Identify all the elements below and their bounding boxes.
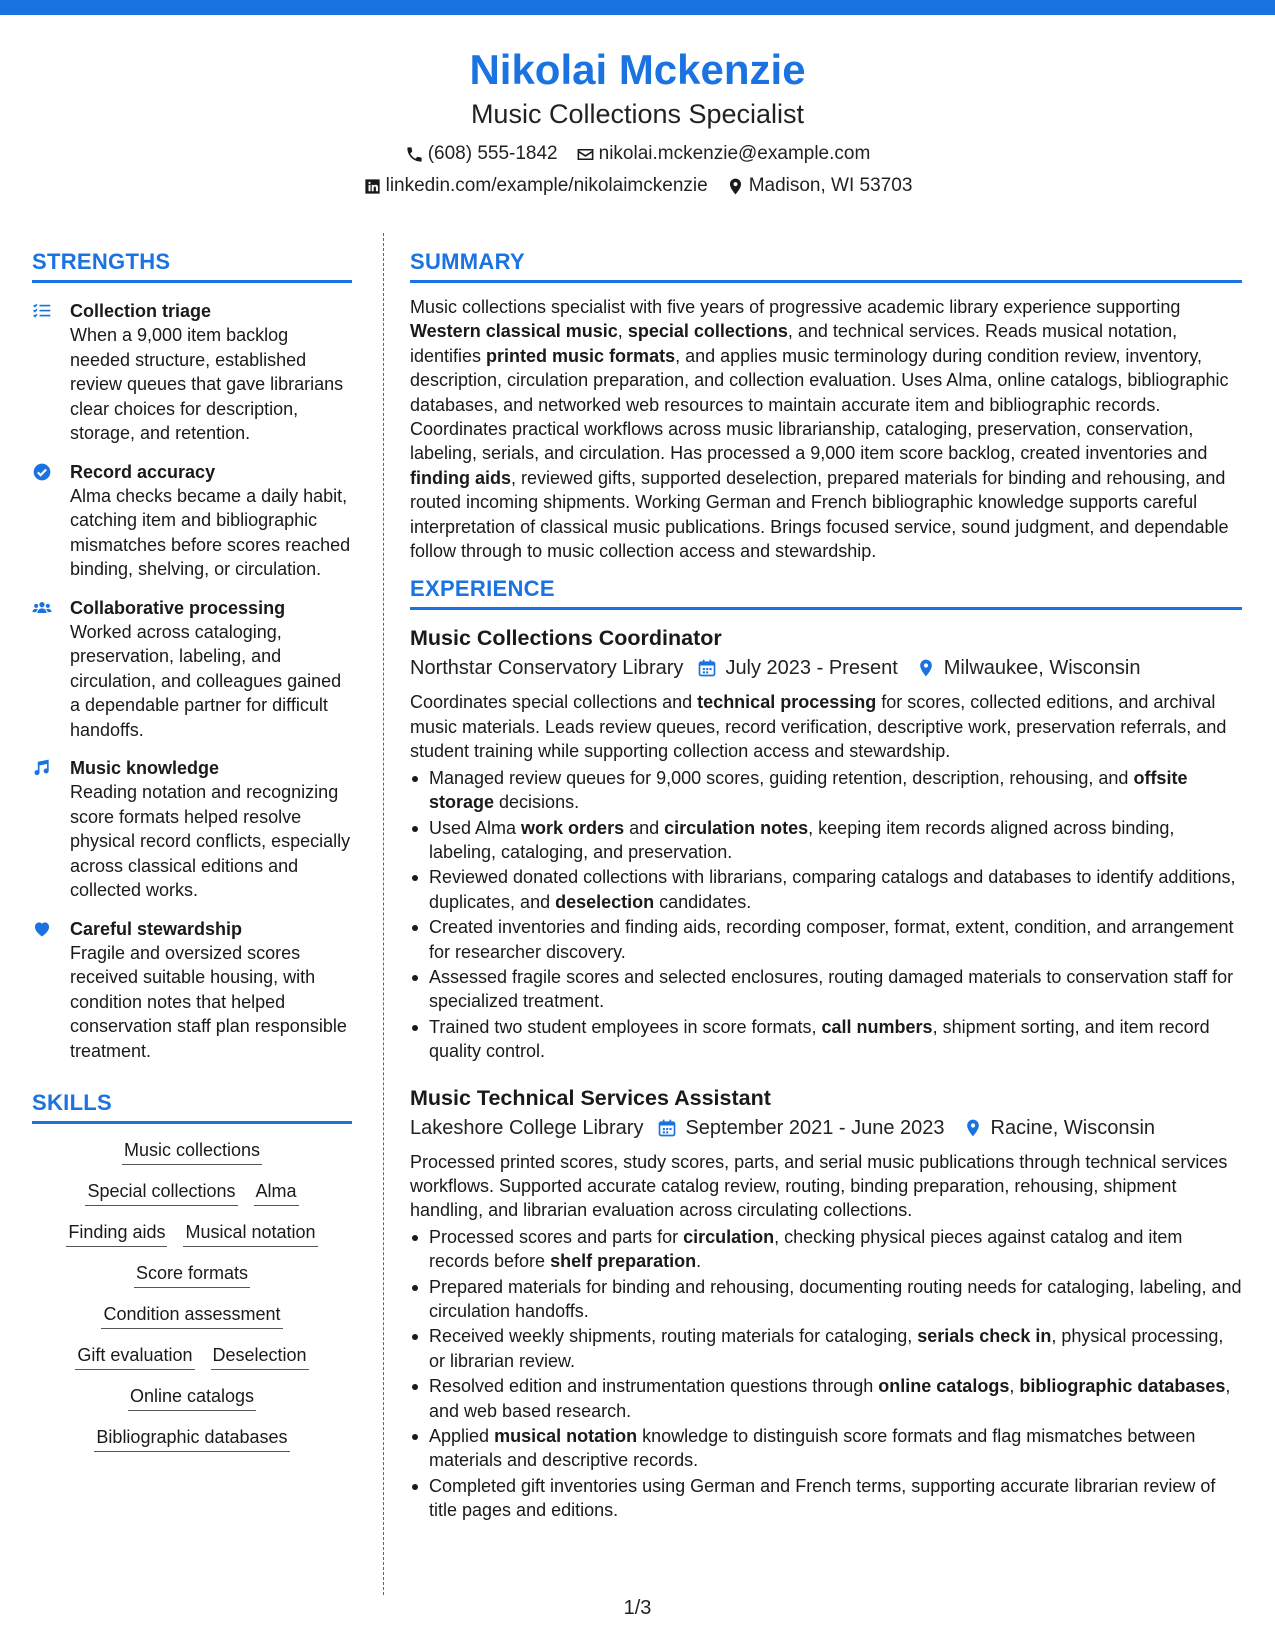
text-run: Prepared materials for binding and rehousing, documenting routing needs for cataloging, labeling, and circulation handoffs. — [429, 1276, 1242, 1321]
emphasis-text: circulation notes — [664, 817, 809, 838]
emphasis-text: offsite storage — [429, 767, 1188, 813]
text-run: , physical processing, or librarian review. — [429, 1326, 1224, 1371]
linkedin-text: linkedin.com/example/nikolaimckenzie — [385, 175, 708, 196]
text-run: , and applies music terminology during condition review, inventory, description, circulation preparation, and collection evaluation. Uses Alma, online catalogs, bibliographic databases, and networked web resources to maintain accurate item and bibliographic records. Coordinates practical workflows across music librarianship, cataloging, preservation, conservation, labeling, serials, and circulation. Has processed a 9,000 item score backlog, created inventories and — [410, 345, 1229, 464]
text-run: Music collections specialist with five years of progressive academic library experience supporting — [410, 297, 1181, 317]
text-run: Received weekly shipments, routing materials for cataloging, — [429, 1326, 918, 1347]
job-description — [410, 1150, 1242, 1223]
job-location: Milwaukee, Wisconsin — [943, 657, 1141, 680]
emphasis-text: technical processing — [697, 692, 877, 713]
emphasis-text: work orders — [521, 817, 625, 838]
text-run: Trained two student employees in score formats, — [429, 1016, 822, 1037]
text-run: candidates. — [654, 891, 752, 912]
left-column — [32, 248, 352, 1466]
skills-heading: SKILLS — [32, 1089, 352, 1124]
strength-desc: Alma checks became a daily habit, catching item and bibliographic mismatches before scores reached binding, shelving, or circulation. — [70, 485, 351, 579]
strength-item — [32, 756, 352, 903]
emphasis-text: finding aids — [410, 467, 511, 488]
text-run: , — [617, 321, 628, 342]
skill-tag: Music collections — [122, 1138, 262, 1165]
skill-row — [32, 1261, 352, 1288]
job-bullet-item — [410, 1015, 1242, 1064]
skill-row — [32, 1425, 352, 1452]
strength-desc: Reading notation and recognizing score formats helped resolve physical record conflicts, especially across classical editions and collected works. — [70, 782, 351, 900]
emphasis-text: online catalogs — [878, 1376, 1010, 1397]
phone-icon — [405, 145, 424, 164]
text-run: for scores, collected editions, and archival music materials. Leads review queues, record verification, descriptive work, preservation referrals, and student training while supporting collection access and stewardship. — [410, 692, 1227, 762]
text-run: Applied — [429, 1426, 495, 1447]
check-circle-icon — [32, 462, 52, 482]
skill-row — [32, 1343, 352, 1370]
strength-title: Record accuracy — [70, 461, 216, 482]
calendar-icon — [697, 658, 717, 678]
heart-icon — [32, 919, 52, 939]
text-run: Created inventories and finding aids, recording composer, format, extent, condition, and arrangement for researcher discovery. — [429, 917, 1234, 962]
phone-contact[interactable] — [405, 142, 558, 166]
strength-desc: Fragile and oversized scores received suitable housing, with condition notes that helped conservation staff plan responsible treatment. — [70, 942, 347, 1061]
job-bullet-item — [410, 1225, 1242, 1274]
skill-tag: Gift evaluation — [75, 1343, 194, 1370]
text-run: Processed printed scores, study scores, parts, and serial music publications through technical services workflows. Supported accurate catalog review, routing, binding preparation, rehousing, shipment handling, and librarian evaluation across circulating collections. — [410, 1151, 1228, 1221]
strengths-heading: STRENGTHS — [32, 248, 352, 283]
text-run: decisions. — [494, 792, 580, 813]
job-entry — [410, 624, 1242, 1063]
skill-row — [32, 1179, 352, 1206]
contact-row-2 — [0, 174, 1275, 198]
summary-heading: SUMMARY — [410, 248, 1242, 283]
job-title: Music Technical Services Assistant — [410, 1085, 771, 1110]
summary-text — [410, 295, 1242, 563]
strength-item — [32, 917, 352, 1064]
skill-tag: Condition assessment — [101, 1302, 282, 1329]
map-pin-icon — [916, 658, 936, 678]
email-contact[interactable] — [576, 142, 871, 166]
job-meta — [410, 654, 1242, 682]
text-run: Reviewed donated collections with librarians, comparing catalogs and databases to identify additions, duplicates, and — [429, 867, 1236, 912]
strength-item — [32, 299, 352, 446]
skill-tag: Deselection — [211, 1343, 309, 1370]
contact-row-1 — [0, 142, 1275, 166]
text-run: knowledge to distinguish score formats and flag mismatches between materials and descriptive records. — [429, 1426, 1196, 1471]
job-bullet-item — [410, 965, 1242, 1014]
job-bullet-item — [410, 1474, 1242, 1523]
candidate-title: Music Collections Specialist — [470, 99, 805, 129]
text-run: Assessed fragile scores and selected enclosures, routing damaged materials to conservation staff for specialized treatment. — [429, 966, 1234, 1012]
linkedin-contact[interactable] — [363, 174, 708, 198]
job-company: Northstar Conservatory Library — [410, 657, 684, 680]
strength-title: Music knowledge — [70, 758, 220, 778]
text-run: Managed review queues for 9,000 scores, guiding retention, description, rehousing, and — [429, 767, 1134, 788]
top-accent-bar — [0, 0, 1275, 15]
text-run: , and web based research. — [429, 1376, 1231, 1421]
job-bullet-item — [410, 816, 1242, 865]
job-dates: September 2021 - June 2023 — [685, 1116, 945, 1139]
job-entry — [410, 1084, 1242, 1523]
strengths-list — [32, 299, 352, 1063]
right-column — [410, 248, 1242, 1524]
calendar-icon — [657, 1118, 677, 1138]
location-text: Madison, WI 53703 — [748, 175, 913, 196]
strength-desc: When a 9,000 item backlog needed structure, established review queues that gave librarians clear choices for description, storage, and retention. — [70, 325, 344, 443]
music-note-icon — [32, 758, 52, 778]
emphasis-text: deselection — [555, 891, 655, 912]
text-run: , — [1009, 1376, 1020, 1397]
text-run: , keeping item records aligned across binding, labeling, cataloging, and preservation. — [429, 817, 1175, 862]
skill-row — [32, 1384, 352, 1411]
skill-tag: Online catalogs — [128, 1384, 256, 1411]
job-bullet-item — [410, 1374, 1242, 1423]
map-pin-icon — [726, 177, 745, 196]
skills-list — [32, 1138, 352, 1452]
job-dates: July 2023 - Present — [725, 657, 898, 680]
strength-desc: Worked across cataloging, preservation, labeling, and circulation, and colleagues gained a dependable partner for difficult handoffs. — [70, 621, 342, 740]
skill-row — [32, 1220, 352, 1247]
phone-text: (608) 555-1842 — [427, 143, 558, 164]
job-bullet-item — [410, 1424, 1242, 1473]
text-run: Resolved edition and instrumentation questions through — [429, 1376, 879, 1397]
column-divider — [383, 233, 384, 1595]
text-run: and — [624, 817, 665, 838]
skill-tag: Special collections — [85, 1179, 237, 1206]
emphasis-text: bibliographic databases — [1019, 1376, 1226, 1397]
emphasis-text: Western classical music — [410, 321, 618, 342]
job-bullet-item — [410, 1324, 1242, 1373]
text-run: , shipment sorting, and item record quality control. — [429, 1016, 1210, 1062]
skill-row — [32, 1302, 352, 1329]
job-bullets — [410, 1225, 1242, 1523]
strength-item — [32, 596, 352, 743]
emphasis-text: special collections — [627, 321, 788, 342]
skill-tag: Score formats — [134, 1261, 250, 1288]
job-description — [410, 690, 1242, 763]
text-run: , checking physical pieces against catalog and item records before — [429, 1226, 1183, 1272]
experience-heading: EXPERIENCE — [410, 575, 1242, 610]
emphasis-text: call numbers — [821, 1016, 933, 1037]
emphasis-text: serials check in — [917, 1326, 1052, 1347]
text-run: , reviewed gifts, supported deselection, prepared materials for binding and rehousing, and routed incoming shipments. Working German and French bibliographic knowledge supports careful interpretation of classical music publications. Brings focused service, sound judgment, and dependable follow through to music collection access and stewardship. — [410, 467, 1229, 562]
emphasis-text: musical notation — [494, 1426, 638, 1447]
strength-title: Collaborative processing — [70, 597, 286, 618]
emphasis-text: printed music formats — [486, 345, 676, 366]
emphasis-text: shelf preparation — [550, 1251, 697, 1272]
job-company: Lakeshore College Library — [410, 1116, 644, 1139]
users-icon — [32, 598, 52, 618]
job-bullet-item — [410, 1275, 1242, 1324]
text-run: . — [696, 1251, 702, 1272]
linkedin-icon — [363, 177, 382, 196]
email-text: nikolai.mckenzie@example.com — [598, 143, 871, 164]
skill-row — [32, 1138, 352, 1165]
candidate-name: Nikolai Mckenzie — [469, 46, 806, 93]
skill-tag: Finding aids — [66, 1220, 167, 1247]
skill-tag: Alma — [254, 1179, 299, 1206]
text-run: Used Alma — [429, 817, 522, 838]
text-run: Processed scores and parts for — [429, 1226, 684, 1247]
job-bullets — [410, 766, 1242, 1064]
strength-title: Collection triage — [70, 301, 212, 321]
text-run: Coordinates special collections and — [410, 692, 698, 713]
checklist-icon — [32, 301, 52, 321]
resume-header — [0, 44, 1275, 198]
page-number: 1/3 — [623, 1597, 652, 1619]
emphasis-text: circulation — [683, 1226, 775, 1247]
location-contact — [726, 174, 913, 198]
job-bullet-item — [410, 766, 1242, 815]
job-title: Music Collections Coordinator — [410, 626, 722, 651]
text-run: Completed gift inventories using German and French terms, supporting accurate librarian review of title pages and editions. — [429, 1475, 1216, 1521]
skill-tag: Bibliographic databases — [94, 1425, 289, 1452]
job-meta — [410, 1114, 1242, 1142]
envelope-icon — [576, 145, 595, 164]
text-run: , and technical services. Reads musical notation, identifies — [410, 321, 1178, 366]
skill-tag: Musical notation — [183, 1220, 317, 1247]
job-bullet-item — [410, 865, 1242, 914]
job-bullet-item — [410, 915, 1242, 964]
map-pin-icon — [963, 1118, 983, 1138]
strength-title: Careful stewardship — [70, 918, 243, 939]
strength-item — [32, 460, 352, 582]
job-location: Racine, Wisconsin — [990, 1116, 1156, 1139]
